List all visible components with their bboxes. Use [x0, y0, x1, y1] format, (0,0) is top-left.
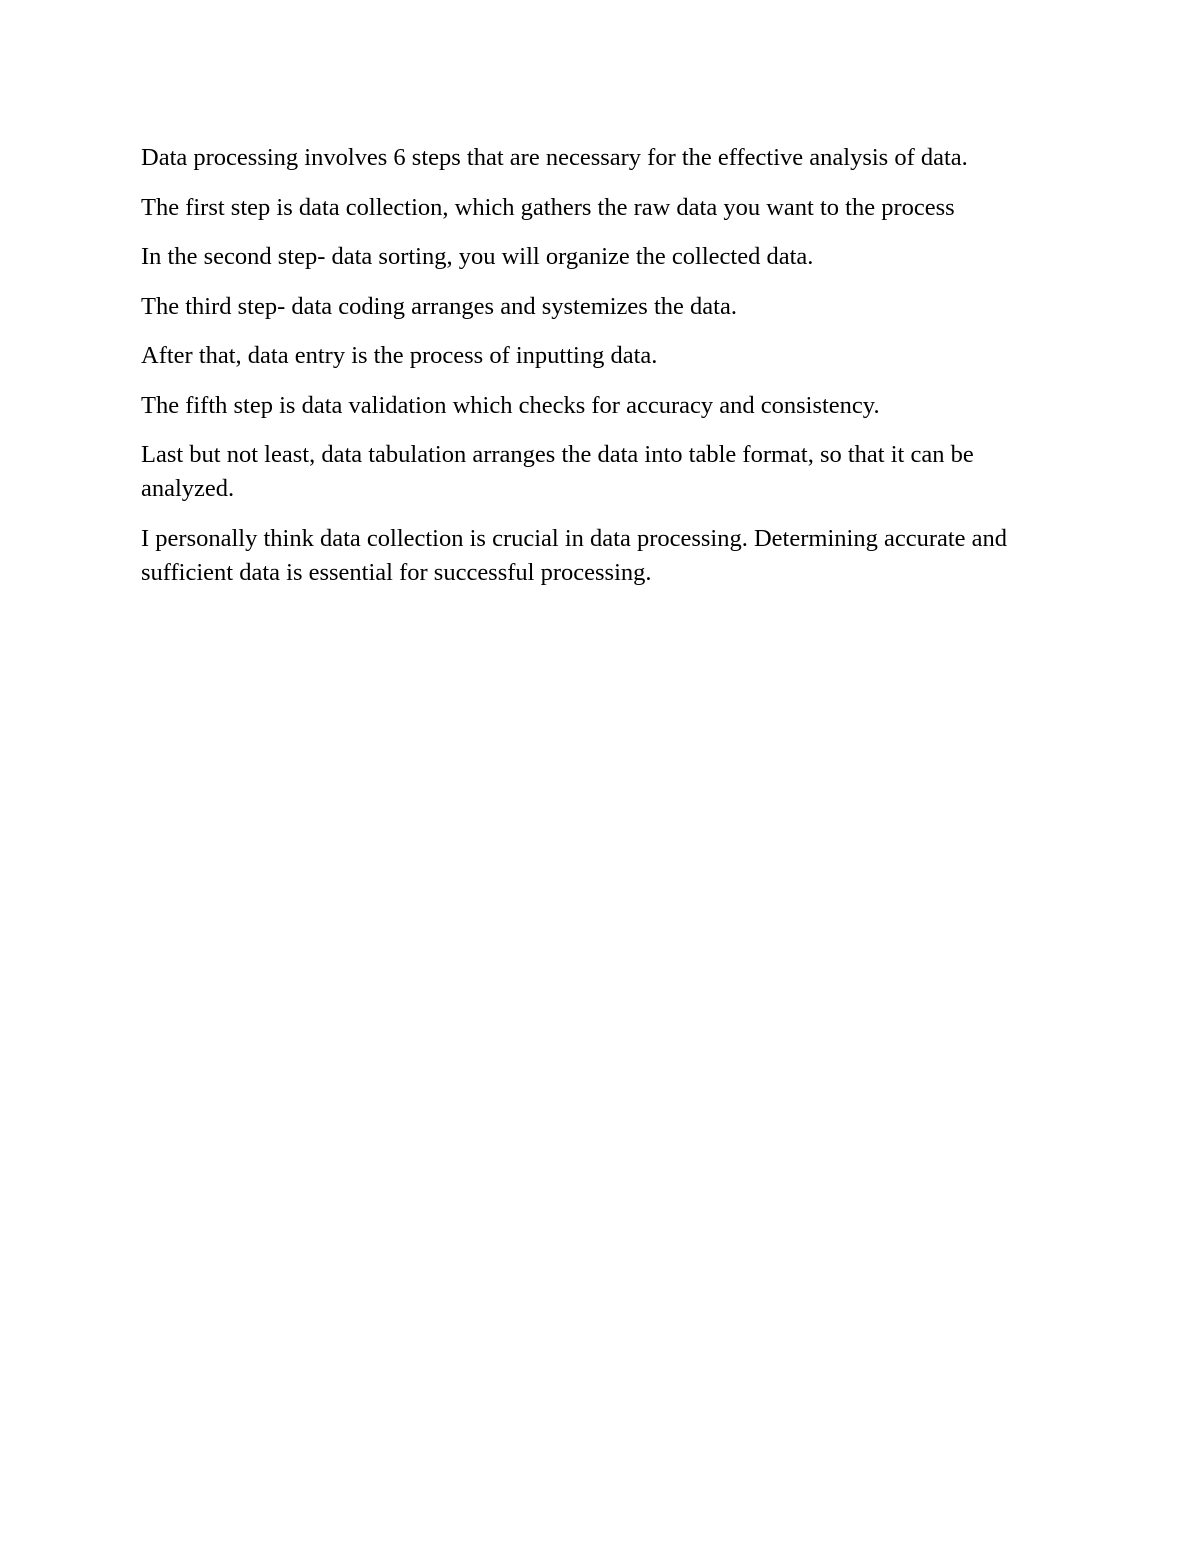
paragraph-step-tabulation: Last but not least, data tabulation arranges the data into table format, so that it can be analyzed.	[141, 441, 974, 502]
paragraph-step-entry: After that, data entry is the process of inputting data.	[141, 342, 658, 369]
paragraph-step-validation: The fifth step is data validation which checks for accuracy and consistency.	[141, 391, 880, 419]
paragraph-conclusion: I personally think data collection is crucial in data processing. Determining accurate and sufficient data is essential for successful processing.	[141, 524, 1008, 586]
paragraph-step-sorting: In the second step- data sorting, you will organize the collected data.	[141, 243, 814, 270]
paragraph-step-coding: The third step- data coding arranges and systemizes the data.	[141, 292, 737, 320]
paragraph-intro: Data processing involves 6 steps that are necessary for the effective analysis of data.	[141, 144, 968, 171]
paragraph-step-collection: The first step is data collection, which gathers the raw data you want to the process	[141, 193, 955, 221]
document-body	[141, 141, 1061, 605]
